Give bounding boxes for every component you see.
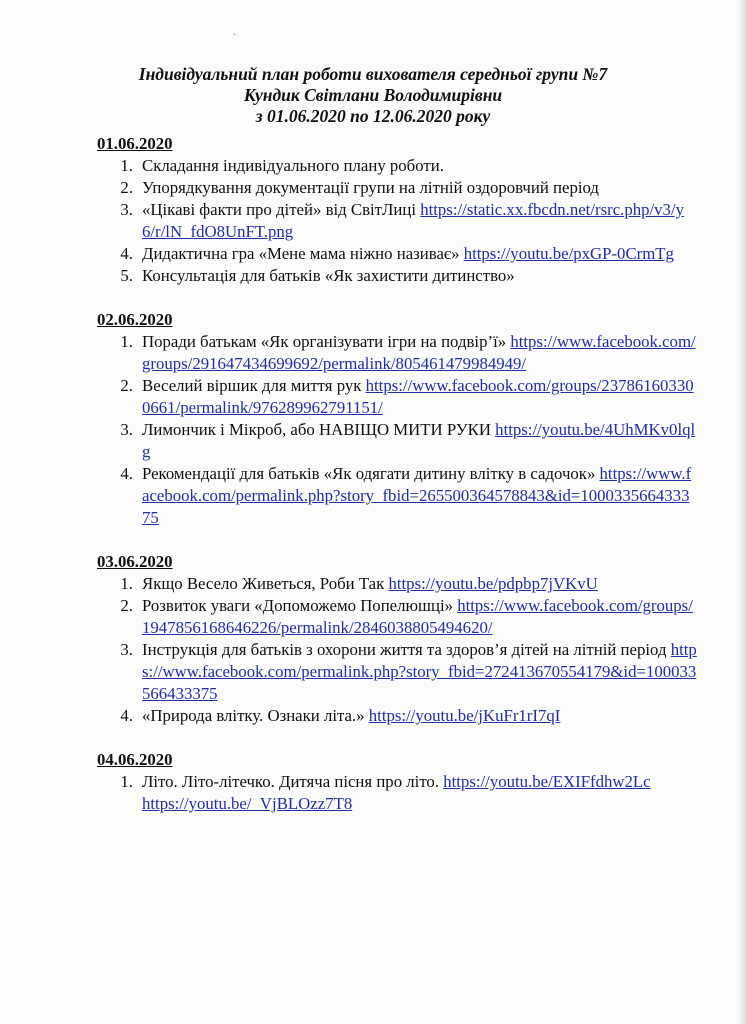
- list-item: [97, 199, 697, 243]
- list-item: [97, 331, 697, 375]
- item-number: 3.: [120, 420, 133, 439]
- item-text: Веселий віршик для миття рук: [142, 376, 366, 395]
- list-item: [97, 419, 697, 463]
- item-text: Рекомендації для батьків «Як одягати дитину влітку в садочок»: [142, 464, 600, 483]
- item-number: 2.: [120, 178, 133, 197]
- item-link[interactable]: https://youtu.be/jKuFr1rI7qI: [368, 706, 561, 725]
- list-item: [97, 177, 697, 199]
- item-number: 4.: [120, 244, 133, 263]
- list-item: [97, 265, 697, 287]
- item-link[interactable]: https://www.facebook.com/permalink.php?story_fbid=272413670554179&id=100033566433375: [142, 640, 697, 703]
- item-link[interactable]: https://www.facebook.com/groups/291647434699692/permalink/805461479984949/: [142, 332, 696, 373]
- day-section: [97, 551, 697, 727]
- item-link[interactable]: https://www.facebook.com/permalink.php?story_fbid=265500364578843&id=100033566433375: [142, 464, 692, 527]
- day-date: 01.06.2020: [97, 134, 173, 153]
- item-text: Консультація для батьків «Як захистити дитинство»: [142, 266, 515, 285]
- item-text: Дидактична гра «Мене мама ніжно називає»: [142, 244, 464, 263]
- item-text: Розвиток уваги «Допоможемо Попелюшці»: [142, 596, 458, 615]
- item-number: 3.: [120, 640, 133, 659]
- item-text: Інструкція для батьків з охорони життя та здоров’я дітей на літній період: [142, 640, 671, 659]
- day-date: 02.06.2020: [97, 310, 173, 329]
- list-item: [97, 573, 697, 595]
- item-number: 2.: [120, 376, 133, 395]
- item-link[interactable]: https://static.xx.fbcdn.net/rsrc.php/v3/y6/r/lN_fdO8UnFT.png: [142, 200, 684, 241]
- item-number: 3.: [120, 200, 133, 219]
- scan-speck: ·: [233, 30, 237, 41]
- list-item: [97, 243, 697, 265]
- item-number: 5.: [120, 266, 133, 285]
- task-list: [97, 573, 697, 727]
- task-list: [97, 331, 697, 529]
- item-link[interactable]: https://www.facebook.com/groups/1947856168646226/permalink/2846038805494620/: [142, 596, 693, 637]
- item-link[interactable]: https://youtu.be/EXIFfdhw2Lc https://youtu.be/_VjBLOzz7T8: [142, 772, 651, 813]
- day-date: 03.06.2020: [97, 552, 173, 571]
- task-list: [97, 771, 697, 815]
- item-text: Упорядкування документації групи на літній оздоровчий період: [142, 178, 599, 197]
- list-item: [97, 705, 697, 727]
- plan-content: [97, 133, 697, 837]
- list-item: [97, 155, 697, 177]
- item-text: «Цікаві факти про дітей» від СвітЛиці: [142, 200, 421, 219]
- item-number: 1.: [120, 574, 133, 593]
- item-text: Лимончик і Мікроб, або НАВІЩО МИТИ РУКИ: [142, 420, 496, 439]
- list-item: [97, 639, 697, 705]
- item-text: Якщо Весело Живеться, Роби Так: [142, 574, 389, 593]
- item-number: 4.: [120, 706, 133, 725]
- day-date: 04.06.2020: [97, 750, 173, 769]
- item-link[interactable]: https://youtu.be/4UhMKv0lqlg: [142, 420, 696, 461]
- day-section: [97, 309, 697, 529]
- title-line-3: з 01.06.2020 по 12.06.2020 року: [255, 106, 491, 126]
- scan-page-edge: [738, 0, 746, 1024]
- list-item: [97, 771, 697, 815]
- item-text: «Природа влітку. Ознаки літа.»: [142, 706, 369, 725]
- day-section: [97, 749, 697, 815]
- item-text: Поради батькам «Як організувати ігри на подвір’ї»: [142, 332, 511, 351]
- item-number: 4.: [120, 464, 133, 483]
- item-text: Складання індивідуального плану роботи.: [142, 156, 444, 175]
- item-link[interactable]: https://youtu.be/pdpbp7jVKvU: [388, 574, 598, 593]
- item-number: 2.: [120, 596, 133, 615]
- item-number: 1.: [120, 156, 133, 175]
- task-list: [97, 155, 697, 287]
- list-item: [97, 375, 697, 419]
- item-number: 1.: [120, 772, 133, 791]
- item-number: 1.: [120, 332, 133, 351]
- day-section: [97, 133, 697, 287]
- list-item: [97, 595, 697, 639]
- item-link[interactable]: https://www.facebook.com/groups/237861603300661/permalink/976289962791151/: [142, 376, 694, 417]
- document-title: [0, 64, 746, 127]
- list-item: [97, 463, 697, 529]
- item-text: Літо. Літо-літечко. Дитяча пісня про літо.: [142, 772, 444, 791]
- item-link[interactable]: https://youtu.be/pxGP-0CrmTg: [463, 244, 674, 263]
- title-line-2: Кундик Світлани Володимирівни: [243, 85, 503, 105]
- title-line-1: Індивідуальний план роботи вихователя середньої групи №7: [138, 64, 608, 84]
